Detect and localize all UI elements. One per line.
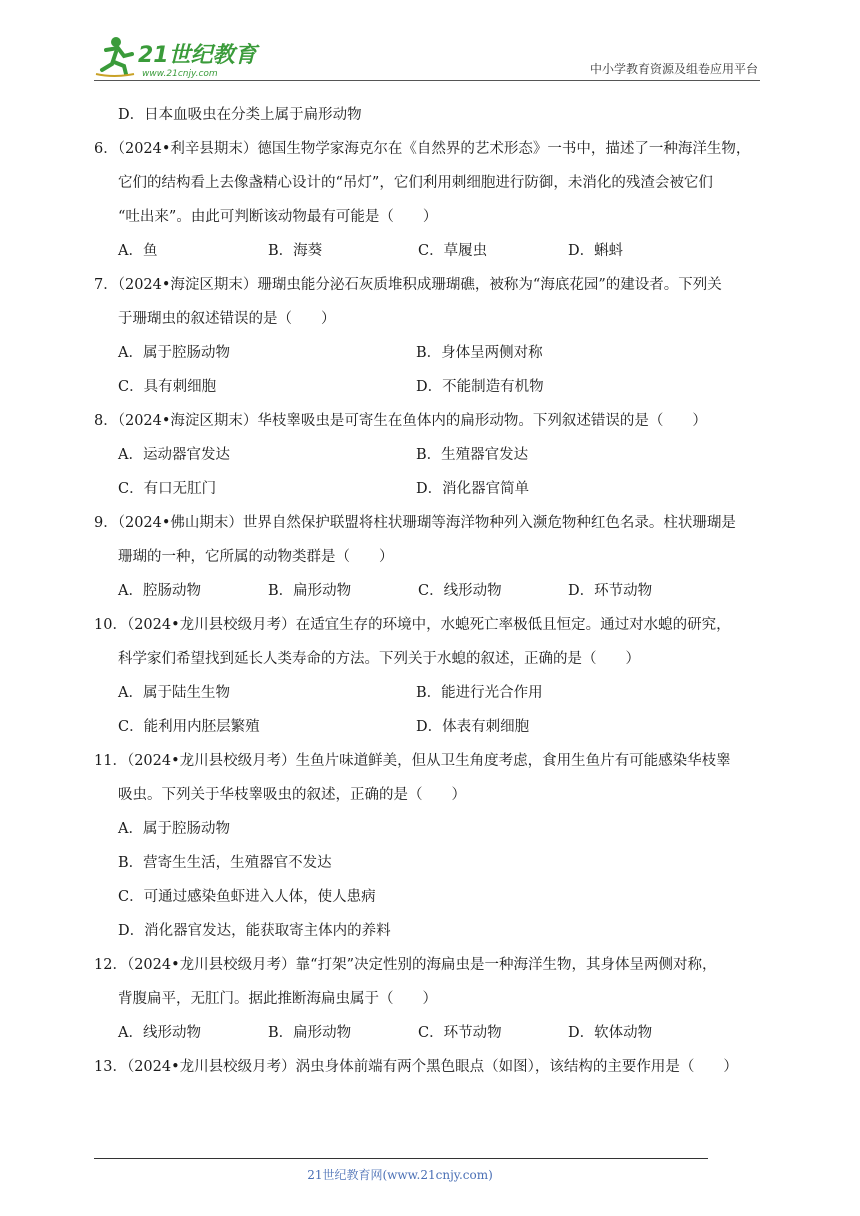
- option-d[interactable]: D．软体动物: [568, 1025, 653, 1041]
- question-7-options-ab: [94, 336, 774, 370]
- question-list: [94, 98, 774, 1084]
- question-8-options-cd: [94, 472, 774, 506]
- option-b[interactable]: B．能进行光合作用: [416, 685, 543, 701]
- question-13-line-1: 13．（2024•龙川县校级月考）涡虫身体前端有两个黑色眼点（如图），该结构的主要作用是（ ）: [94, 1059, 738, 1075]
- option-c[interactable]: C．线形动物: [418, 583, 502, 599]
- option-a[interactable]: A．线形动物: [118, 1025, 201, 1041]
- option-d[interactable]: D．体表有刺细胞: [416, 719, 530, 735]
- footer-link[interactable]: 21世纪教育网(www.21cnjy.com): [307, 1168, 493, 1182]
- question-10-line-1: 10．（2024•龙川县校级月考）在适宜生存的环境中，水螅死亡率极低且恒定。通过对水螅的研究，: [94, 617, 731, 633]
- option-line: D．日本血吸虫在分类上属于扁形动物: [118, 107, 362, 123]
- option-c[interactable]: C．草履虫: [418, 243, 488, 259]
- question-6-options: [94, 234, 774, 268]
- question-6-line-1: 6．（2024•利辛县期末）德国生物学家海克尔在《自然界的艺术形态》一书中，描述了一种海洋生物，: [94, 141, 751, 157]
- question-8-line-1: 8．（2024•海淀区期末）华枝睾吸虫是可寄生在鱼体内的扁形动物。下列叙述错误的是（ ）: [94, 413, 707, 429]
- header-divider: [94, 80, 760, 81]
- option-c[interactable]: C．具有刺细胞: [118, 379, 217, 395]
- option-c[interactable]: C．有口无肛门: [118, 481, 217, 497]
- question-6-line-3: “吐出来”。由此可判断该动物最有可能是（ ）: [118, 209, 438, 225]
- platform-name: 中小学教育资源及组卷应用平台: [589, 62, 758, 76]
- option-b[interactable]: B．扁形动物: [268, 583, 352, 599]
- option-b[interactable]: B．海葵: [268, 243, 323, 259]
- option-a[interactable]: A．鱼: [118, 243, 158, 259]
- option-a[interactable]: A．运动器官发达: [118, 447, 230, 463]
- logo-text: 21世纪教育: [138, 43, 257, 68]
- question-11-line-2: 吸虫。下列关于华枝睾吸虫的叙述，正确的是（ ）: [118, 787, 466, 803]
- logo-url: www.21cnjy.com: [142, 69, 218, 79]
- option-a[interactable]: A．腔肠动物: [118, 583, 201, 599]
- question-10-options-cd: [94, 710, 774, 744]
- option-d[interactable]: D．蝌蚪: [568, 243, 624, 259]
- option-d[interactable]: D．环节动物: [568, 583, 653, 599]
- option-d[interactable]: D．消化器官发达，能获取寄主体内的养料: [118, 923, 391, 939]
- question-12-line-1: 12．（2024•龙川县校级月考）靠“打架”决定性别的海扁虫是一种海洋生物，其身体呈两侧对称，: [94, 957, 717, 973]
- option-b[interactable]: B．扁形动物: [268, 1025, 352, 1041]
- option-b[interactable]: B．身体呈两侧对称: [416, 345, 543, 361]
- option-b[interactable]: B．营寄生生活，生殖器官不发达: [118, 855, 332, 871]
- option-d[interactable]: D．消化器官简单: [416, 481, 530, 497]
- question-7-line-1: 7．（2024•海淀区期末）珊瑚虫能分泌石灰质堆积成珊瑚礁，被称为“海底花园”的建设者。下列关: [94, 277, 722, 293]
- question-9-options: [94, 574, 774, 608]
- option-a[interactable]: A．属于腔肠动物: [118, 821, 230, 837]
- question-8-options-ab: [94, 438, 774, 472]
- question-9-line-1: 9．（2024•佛山期末）世界自然保护联盟将柱状珊瑚等海洋物种列入濒危物种红色名录。柱状珊瑚是: [94, 515, 736, 531]
- page-header: [0, 0, 860, 84]
- option-b[interactable]: B．生殖器官发达: [416, 447, 529, 463]
- site-logo[interactable]: [94, 34, 264, 80]
- option-c[interactable]: C．环节动物: [418, 1025, 502, 1041]
- question-7-line-2: 于珊瑚虫的叙述错误的是（ ）: [118, 311, 336, 327]
- option-d[interactable]: D．不能制造有机物: [416, 379, 544, 395]
- option-c[interactable]: C．能利用内胚层繁殖: [118, 719, 260, 735]
- question-6-line-2: 它们的结构看上去像盏精心设计的“吊灯”，它们利用刺细胞进行防御，未消化的残渣会被它们: [118, 175, 713, 191]
- question-12-line-2: 背腹扁平，无肛门。据此推断海扁虫属于（ ）: [118, 991, 437, 1007]
- question-9-line-2: 珊瑚的一种，它所属的动物类群是（ ）: [118, 549, 394, 565]
- question-11-line-1: 11．（2024•龙川县校级月考）生鱼片味道鲜美，但从卫生角度考虑，食用生鱼片有可能感染华枝睾: [94, 753, 731, 769]
- question-12-options: [94, 1016, 774, 1050]
- footer-divider: [94, 1158, 708, 1159]
- question-7-options-cd: [94, 370, 774, 404]
- option-a[interactable]: A．属于陆生生物: [118, 685, 230, 701]
- question-10-options-ab: [94, 676, 774, 710]
- question-10-line-2: 科学家们希望找到延长人类寿命的方法。下列关于水螅的叙述，正确的是（ ）: [118, 651, 640, 667]
- runner-logo-icon: [94, 34, 264, 80]
- option-c[interactable]: C．可通过感染鱼虾进入人体，使人患病: [118, 889, 376, 905]
- option-a[interactable]: A．属于腔肠动物: [118, 345, 230, 361]
